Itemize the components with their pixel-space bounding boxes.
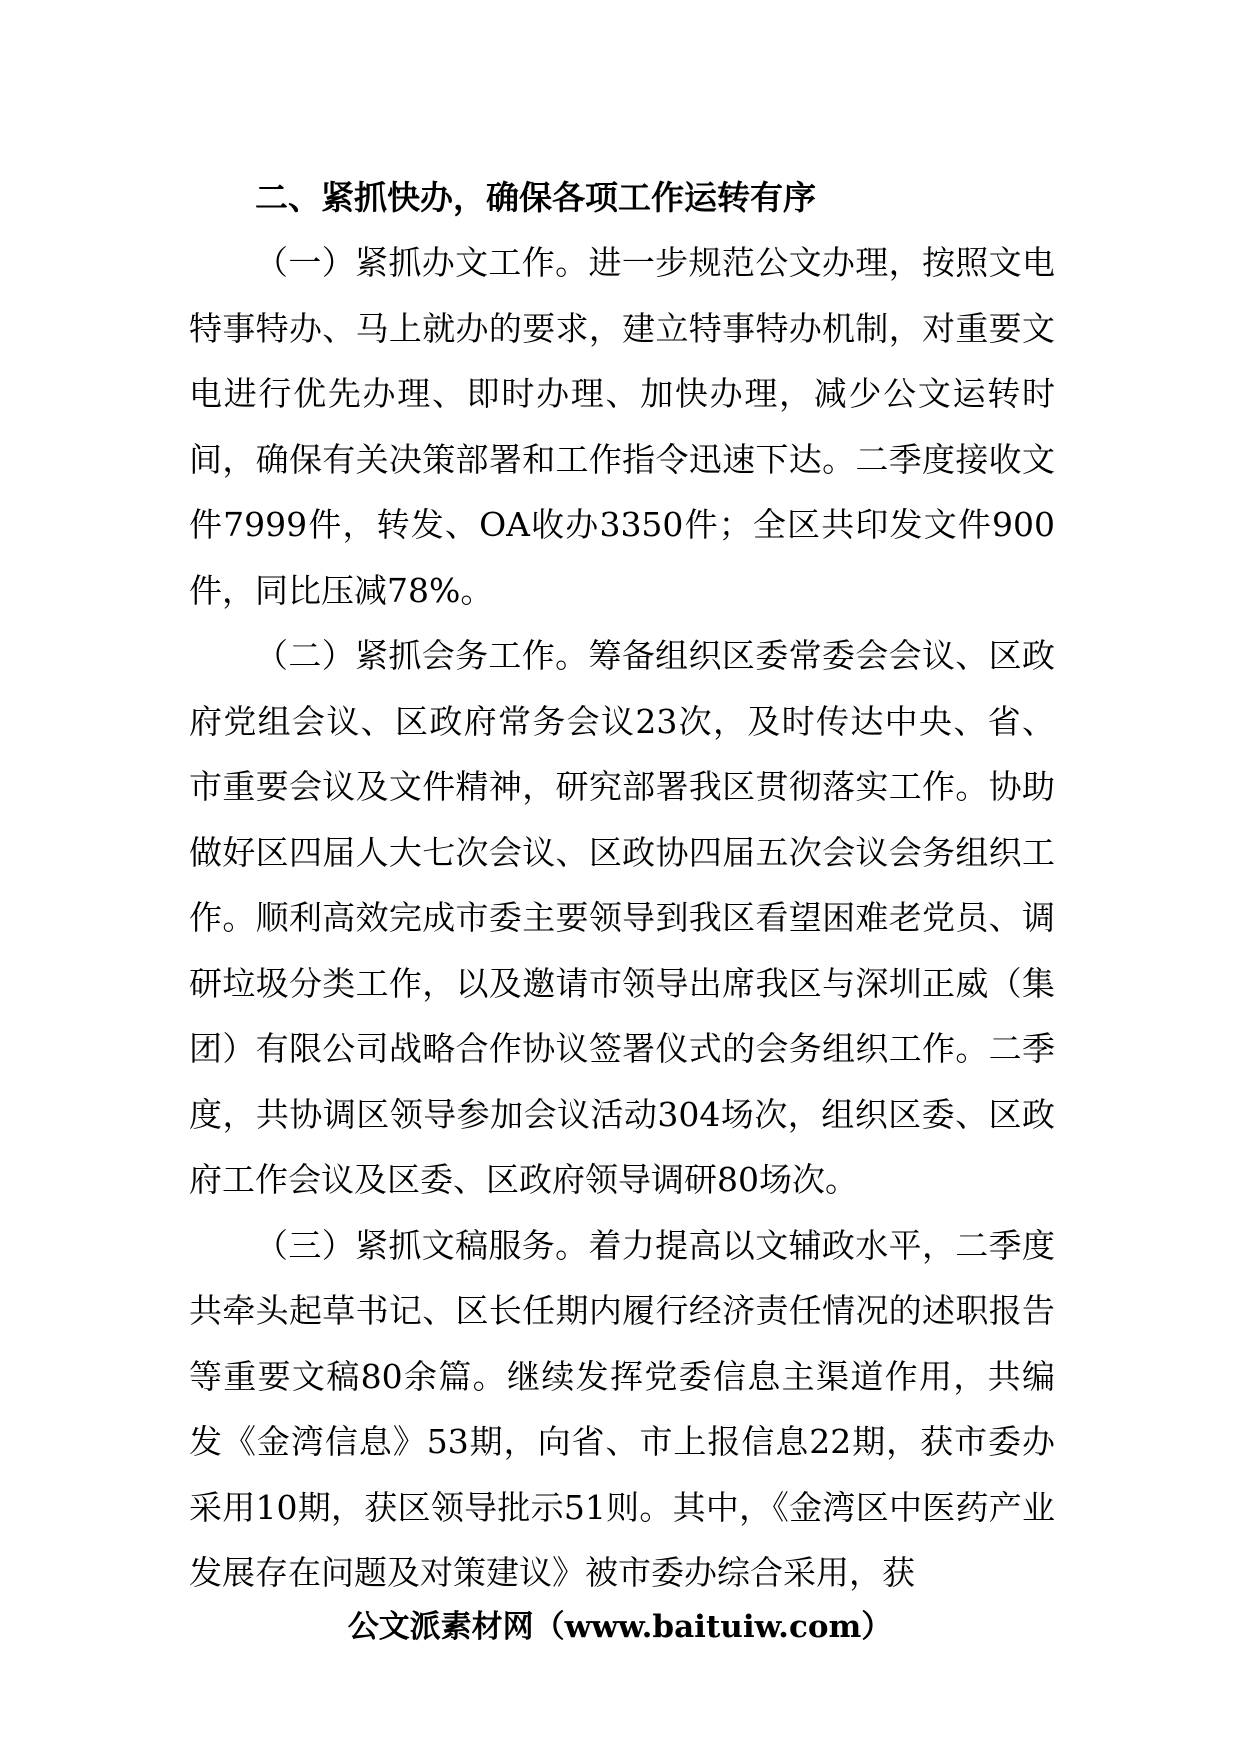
section-heading: 二、紧抓快办，确保各项工作运转有序 [255,178,816,217]
paragraph-meeting-affairs: （二）紧抓会务工作。筹备组织区委常委会会议、区政府党组会议、区政府常务会议23次，及时传达中央、省、市重要会议及文件精神，研究部署我区贯彻落实工作。协助做好区四届人大七次会议、区政协四届五次会议会务组织工作。顺利高效完成市委主要领导到我区看望困难老党员、调研垃圾分类工作，以及邀请市领导出席我区与深圳正威（集团）有限公司战略合作协议签署仪式的会务组织工作。二季度，共协调区领导参加会议活动304场次，组织区委、区政府工作会议及区委、区政府领导调研80场次。 [189,636,1055,1199]
document-body [189,165,1055,1606]
paragraph-manuscript-services: （三）紧抓文稿服务。着力提高以文辅政水平，二季度共牵头起草书记、区长任期内履行经济责任情况的述职报告等重要文稿80余篇。继续发挥党委信息主渠道作用，共编发《金湾信息》53期，向省、市上报信息22期，获市委办采用10期，获区领导批示51则。其中，《金湾区中医药产业发展存在问题及对策建议》被市委办综合采用，获 [189,1225,1055,1592]
paragraph-office-documents: （一）紧抓办文工作。进一步规范公文办理，按照文电特事特办、马上就办的要求，建立特事特办机制，对重要文电进行优先办理、即时办理、加快办理，减少公文运转时间，确保有关决策部署和工作指令迅速下达。二季度接收文件7999件，转发、OA收办3350件；全区共印发文件900件，同比压减78%。 [189,243,1055,610]
footer-watermark: 公文派素材网（www.baituiw.com） [347,1609,893,1645]
